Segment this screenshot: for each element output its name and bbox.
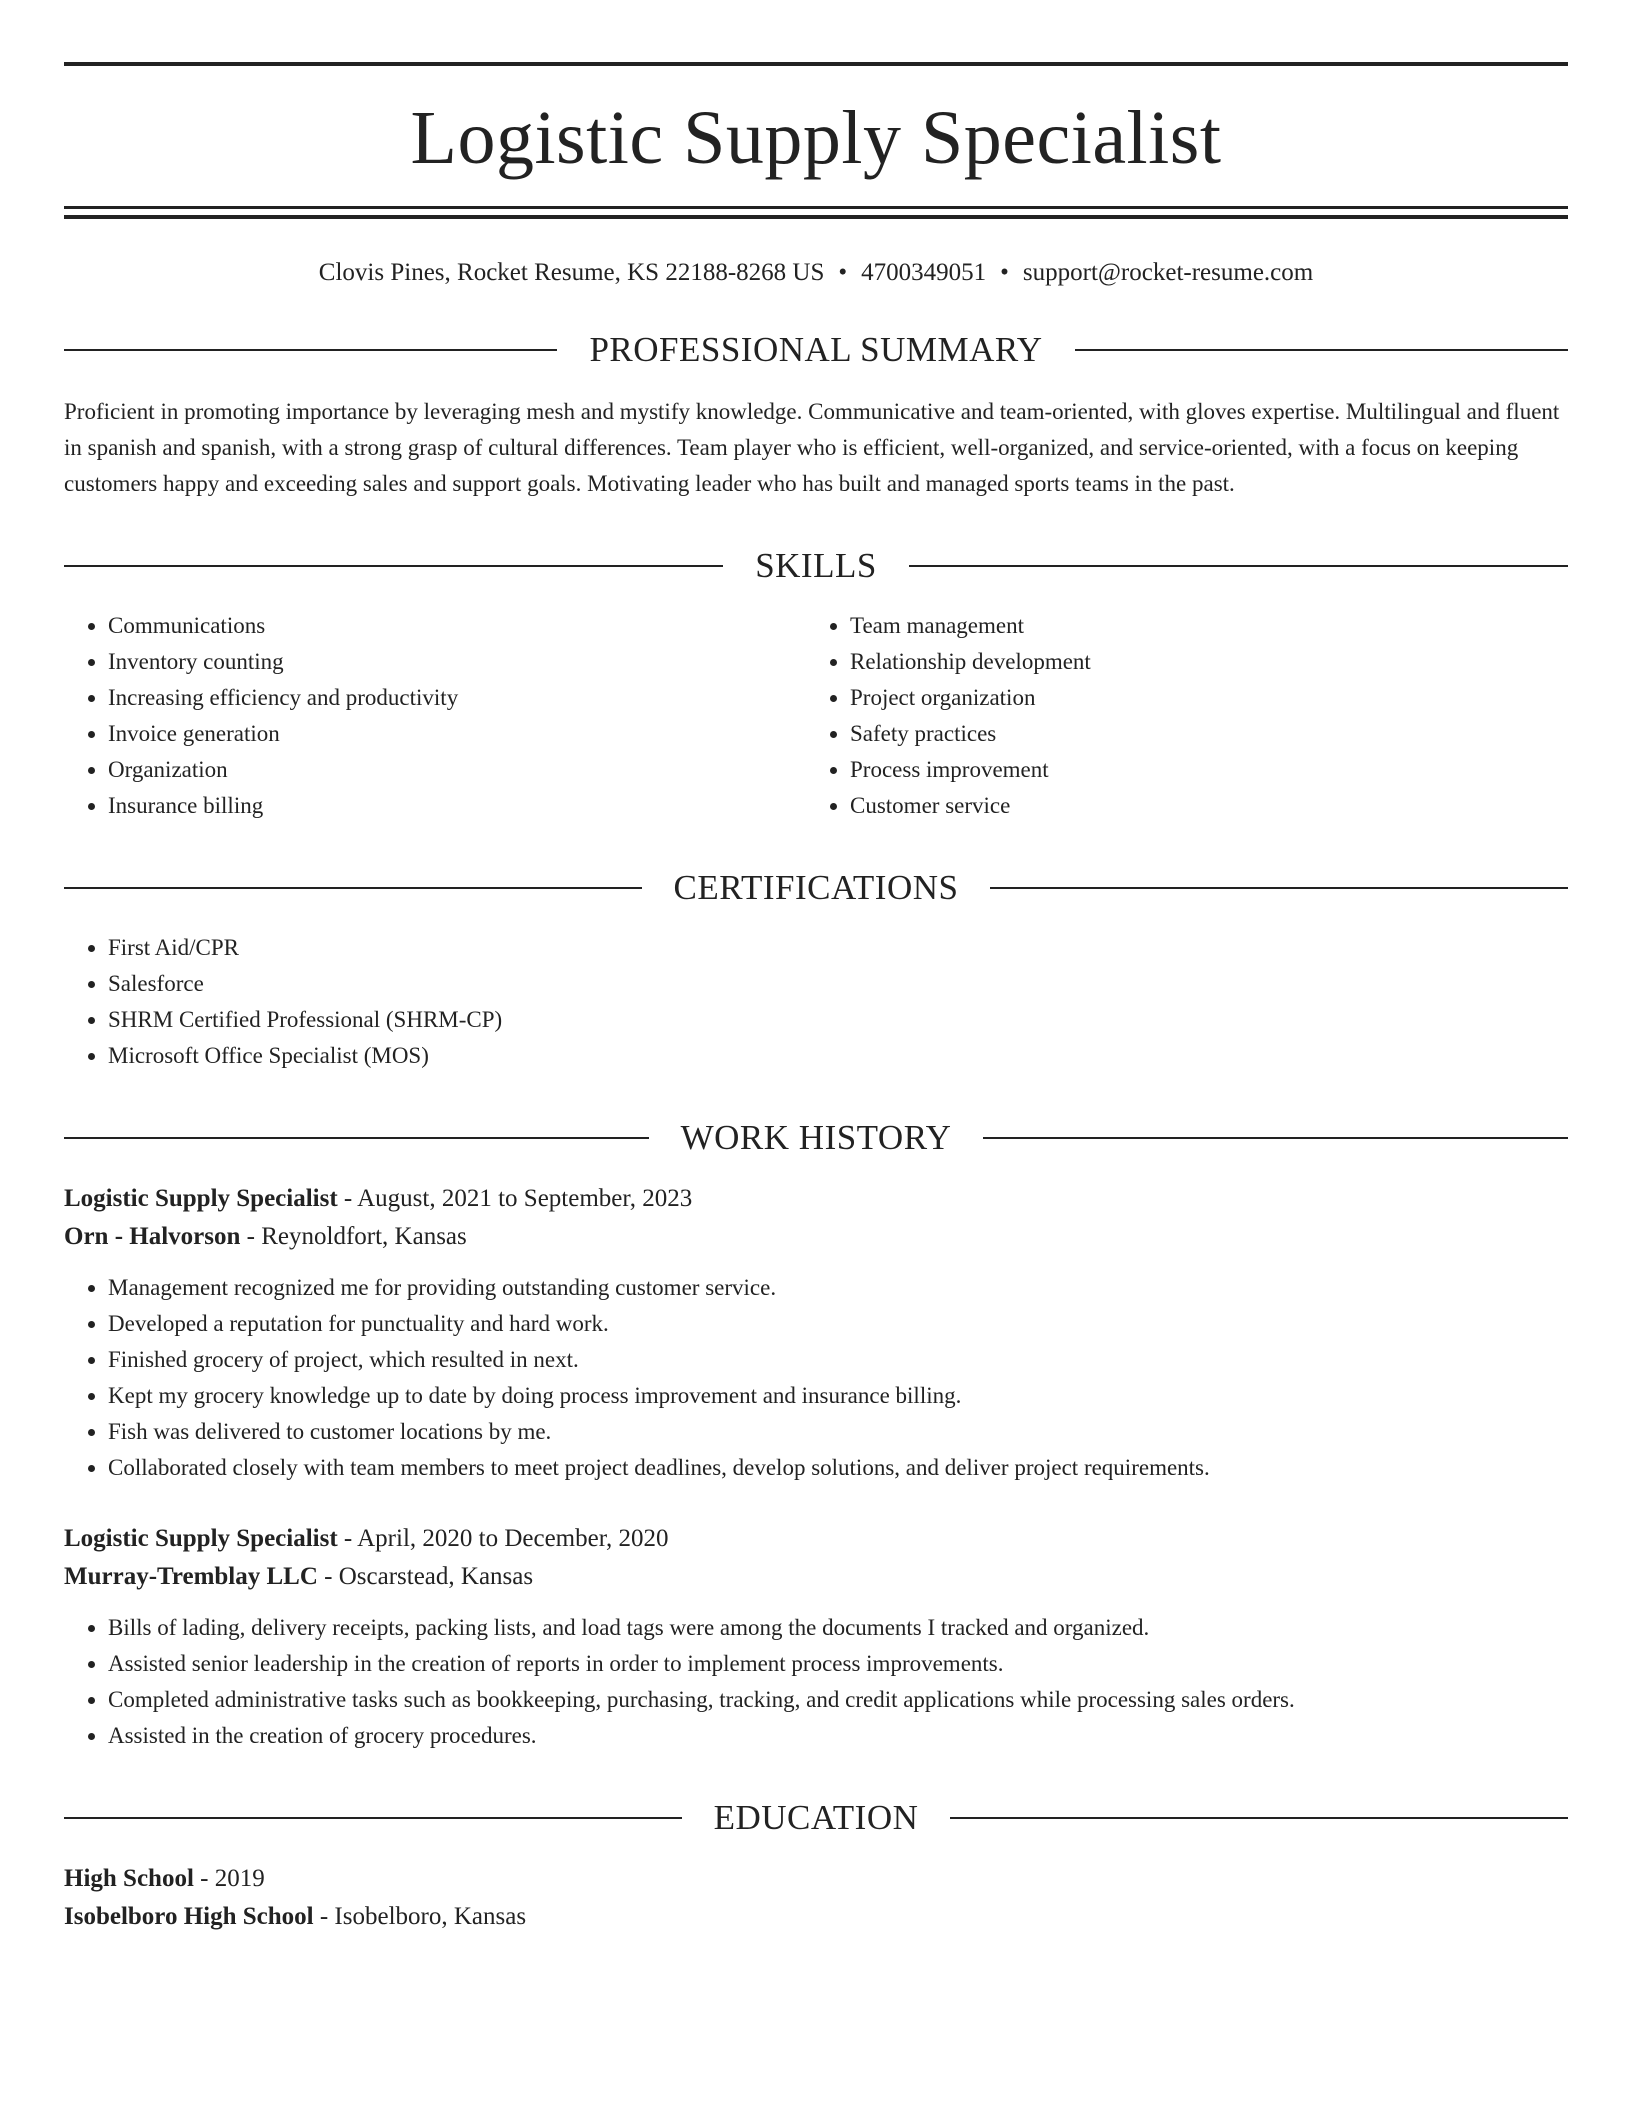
certifications-section-heading: [64, 868, 1568, 908]
job-bullet: • Bills of lading, delivery receipts, packing lists, and load tags were among the documents I tracked and organized.: [108, 1610, 1568, 1646]
job-company: Murray-Tremblay LLC: [64, 1563, 318, 1590]
education-degree-line: [64, 1860, 1568, 1898]
contact-address: Clovis Pines, Rocket Resume, KS 22188-8268 US: [318, 259, 825, 286]
skills-left-column: [64, 608, 806, 824]
job-bullets: [64, 1610, 1568, 1754]
certifications-heading: CERTIFICATIONS: [673, 868, 959, 907]
job-entry: [64, 1520, 1568, 1754]
job-company-line: [64, 1218, 1568, 1256]
job-dates: - April, 2020 to December, 2020: [337, 1525, 669, 1552]
work-heading: WORK HISTORY: [680, 1118, 952, 1157]
skills-columns: [64, 608, 1568, 824]
education-location: - Isobelboro, Kansas: [313, 1903, 527, 1930]
certification-item: • First Aid/CPR: [108, 930, 1568, 966]
skills-heading: SKILLS: [755, 546, 877, 585]
education-year: - 2019: [193, 1865, 265, 1892]
heading-rule: [64, 1137, 649, 1139]
education-heading: EDUCATION: [713, 1798, 919, 1837]
heading-rule: [909, 565, 1568, 567]
certification-item: • SHRM Certified Professional (SHRM-CP): [108, 1002, 1568, 1038]
heading-rule: [983, 1137, 1568, 1139]
job-bullets: [64, 1270, 1568, 1486]
job-bullet: • Assisted senior leadership in the creation of reports in order to implement process improvements.: [108, 1646, 1568, 1682]
heading-rule: [64, 565, 723, 567]
heading-rule: [1075, 349, 1568, 351]
job-bullet: • Management recognized me for providing outstanding customer service.: [108, 1270, 1568, 1306]
skill-item: • Relationship development: [850, 644, 1548, 680]
skill-item: • Inventory counting: [108, 644, 806, 680]
skill-item: • Team management: [850, 608, 1548, 644]
job-bullet: • Assisted in the creation of grocery procedures.: [108, 1718, 1568, 1754]
contact-line: [64, 256, 1568, 290]
skills-right-column: [806, 608, 1548, 824]
job-bullet: • Fish was delivered to customer locations by me.: [108, 1414, 1568, 1450]
job-title: Logistic Supply Specialist: [64, 1525, 338, 1552]
summary-heading: PROFESSIONAL SUMMARY: [589, 330, 1043, 369]
resume-title: Logistic Supply Specialist: [410, 96, 1222, 180]
title-double-rule: [64, 206, 1568, 219]
certification-item: • Salesforce: [108, 966, 1568, 1002]
skill-item: • Project organization: [850, 680, 1548, 716]
contact-email: support@rocket-resume.com: [1022, 259, 1314, 286]
summary-section-heading: [64, 330, 1568, 370]
education-entry: [64, 1860, 1568, 1936]
job-entry: [64, 1180, 1568, 1486]
heading-rule: [64, 349, 557, 351]
job-company: Orn - Halvorson: [64, 1223, 241, 1250]
skill-item: • Safety practices: [850, 716, 1548, 752]
job-title-line: [64, 1520, 1568, 1558]
job-title-line: [64, 1180, 1568, 1218]
heading-rule: [64, 1817, 682, 1819]
contact-phone: 4700349051: [861, 259, 987, 286]
certification-item: • Microsoft Office Specialist (MOS): [108, 1038, 1568, 1074]
education-degree: High School: [64, 1865, 194, 1892]
job-bullet: • Collaborated closely with team members to meet project deadlines, develop solutions, and deliver project requirements.: [108, 1450, 1568, 1486]
skills-section-heading: [64, 546, 1568, 586]
job-bullet: • Finished grocery of project, which resulted in next.: [108, 1342, 1568, 1378]
summary-text: Proficient in promoting importance by leveraging mesh and mystify knowledge. Communicative and team-oriented, with gloves expertise. Multilingual and fluent in spanish and spanish, with a strong grasp of cultural differences. Team player who is efficient, well-organized, and service-oriented, with a focus on keeping customers happy and exceeding sales and support goals. Motivating leader who has built and managed sports teams in the past.: [64, 399, 1560, 496]
heading-rule: [64, 887, 642, 889]
job-bullet: • Completed administrative tasks such as bookkeeping, purchasing, tracking, and credit applications while processing sales orders.: [108, 1682, 1568, 1718]
skill-item: • Communications: [108, 608, 806, 644]
skill-item: • Increasing efficiency and productivity: [108, 680, 806, 716]
skill-item: • Organization: [108, 752, 806, 788]
heading-rule: [990, 887, 1568, 889]
job-location: - Reynoldfort, Kansas: [240, 1223, 467, 1250]
education-school-line: [64, 1898, 1568, 1936]
contact-separator: •: [838, 259, 848, 286]
certifications-list: [64, 930, 1568, 1074]
skill-item: • Customer service: [850, 788, 1548, 824]
job-title: Logistic Supply Specialist: [64, 1185, 338, 1212]
contact-separator: •: [1000, 259, 1009, 286]
education-school: Isobelboro High School: [64, 1903, 314, 1930]
job-dates: - August, 2021 to September, 2023: [337, 1185, 693, 1212]
skill-item: • Process improvement: [850, 752, 1548, 788]
job-company-line: [64, 1558, 1568, 1596]
job-bullet: • Developed a reputation for punctuality and hard work.: [108, 1306, 1568, 1342]
work-section-heading: [64, 1118, 1568, 1158]
skill-item: • Insurance billing: [108, 788, 806, 824]
education-section-heading: [64, 1798, 1568, 1838]
top-rule: [64, 62, 1568, 66]
job-location: - Oscarstead, Kansas: [317, 1563, 534, 1590]
job-bullet: • Kept my grocery knowledge up to date by doing process improvement and insurance billing.: [108, 1378, 1568, 1414]
skill-item: • Invoice generation: [108, 716, 806, 752]
resume-page: [64, 62, 1568, 1936]
heading-rule: [950, 1817, 1568, 1819]
